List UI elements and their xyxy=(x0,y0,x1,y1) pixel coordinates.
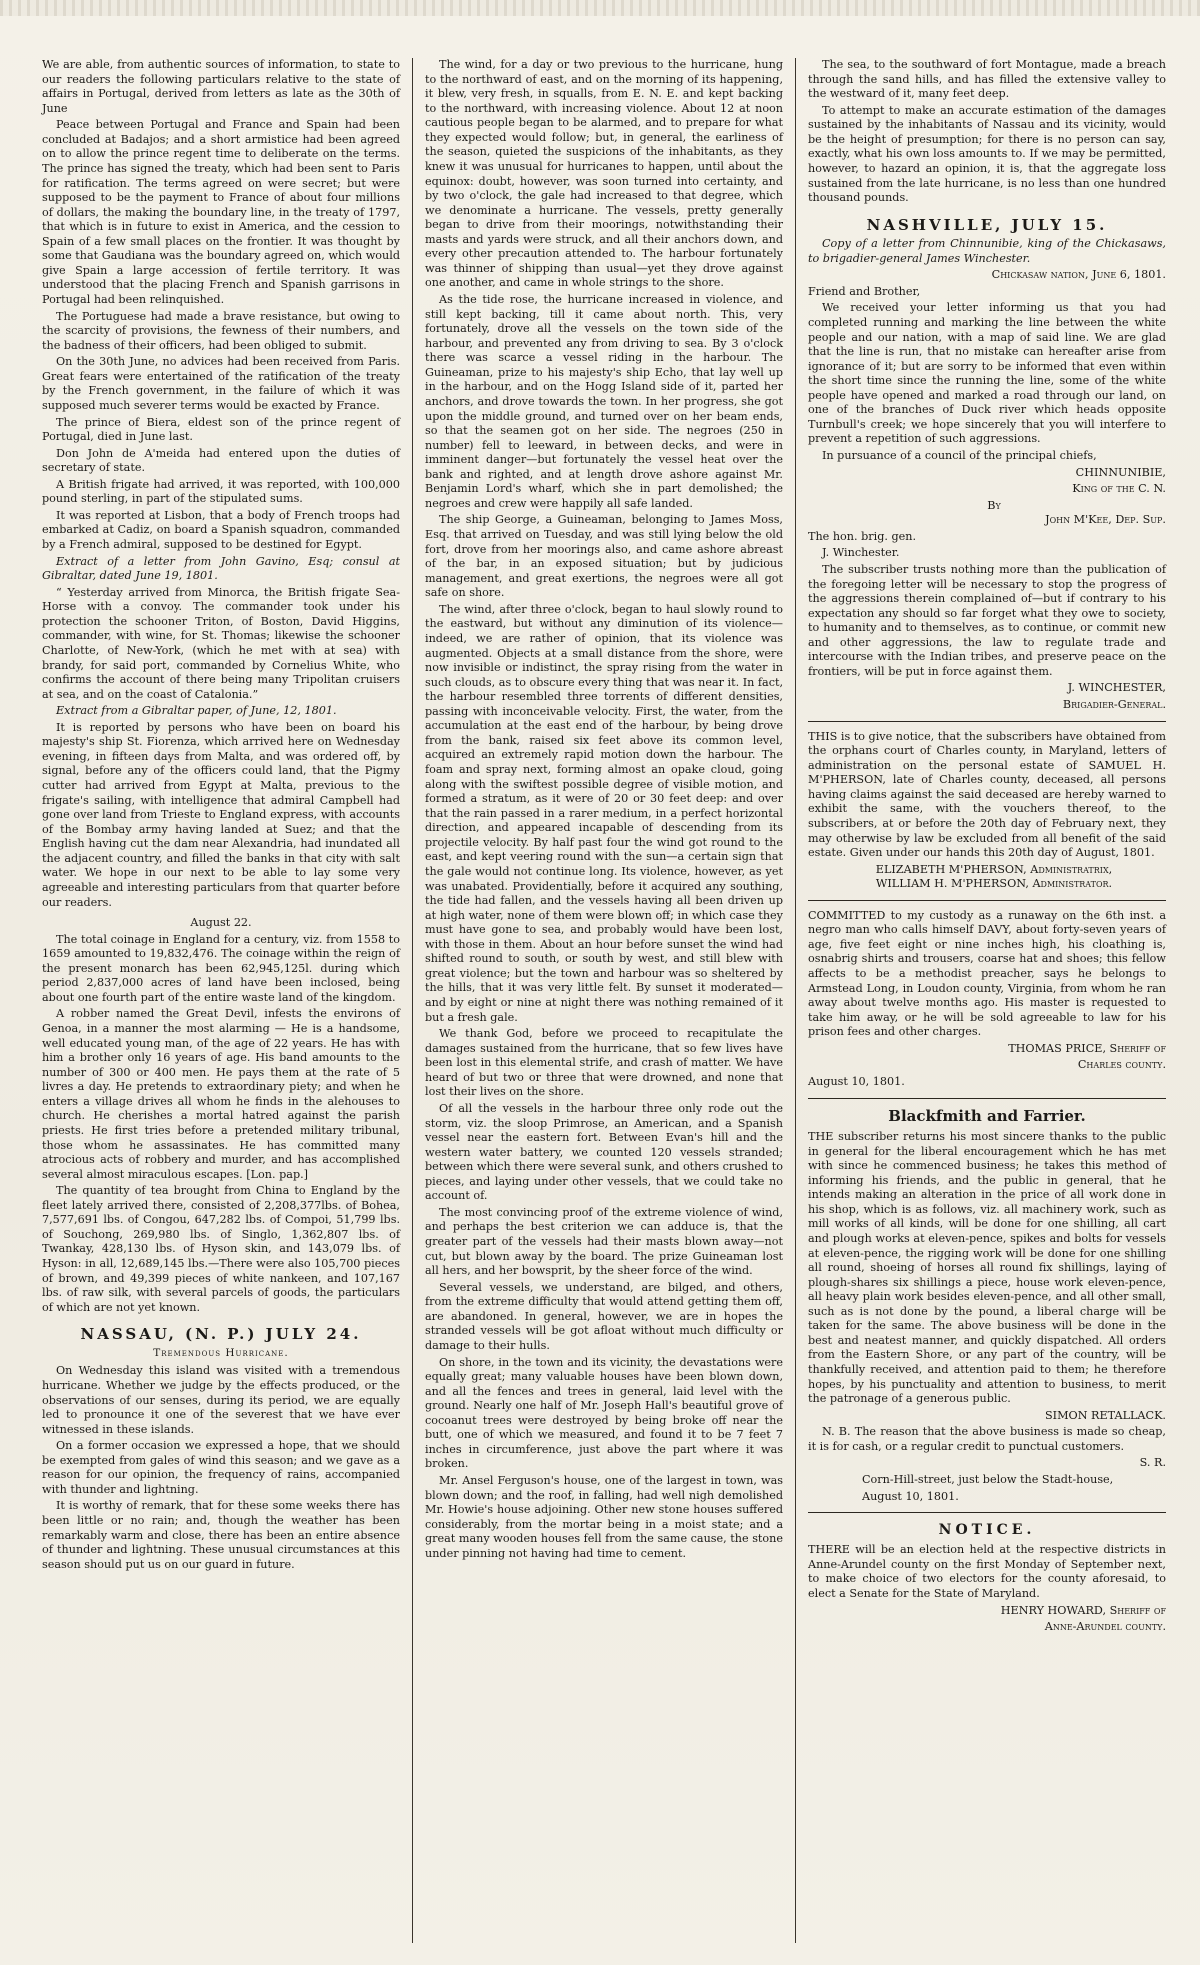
ad-date: August 10, 1801. xyxy=(862,1489,959,1503)
addressee-line: J. Winchester. xyxy=(822,546,900,560)
notice-signature: HENRY HOWARD, Sheriff of xyxy=(1000,1603,1166,1617)
column-middle xyxy=(412,58,795,1943)
signature-by: By xyxy=(987,498,1001,512)
ad-signature: SIMON RETALLACK. xyxy=(1045,1408,1166,1422)
column-right xyxy=(795,58,1178,1943)
ad-title: Blackfmith and Farrier. xyxy=(888,1106,1086,1125)
signature-chief: CHINNUNIBIE, xyxy=(1075,465,1166,479)
article-paragraph: “ Yesterday arrived from Minorca, the British frigate Sea-Horse with a convoy. The commander took under his protection the schooner Triton, of Boston, David Higgins, commander, with wine, for St. Thomas; likewise the schooner Charlotte, of New-York, (which he met with at sea) with brandy, for said port, commanded by Cornelius White, who confirms the account of there being many Tripolitan cruisers at sea, and on the coast of Catalonia.” xyxy=(42,585,400,701)
divider xyxy=(808,721,1166,722)
article-paragraph: Several vessels, we understand, are bilged, and others, from the extreme difficulty that would attend getting them off, are abandoned. In general, however, we are in hopes the stranded vessels will be got afloat without much difficulty or damage to their hulls. xyxy=(425,1280,783,1352)
signature-winchester-title: Brigadier-General. xyxy=(1062,698,1166,711)
article-paragraph: It is reported by persons who have been on board his majesty's ship St. Fiorenza, which arrived here on Wednesday evening, in fifteen days from Malta, and was ordered off, by signal, before any of the officers could land, that the Pigmy cutter had arrived from Egypt at Malta, previous to the frigate's sailing, with intelligence that admiral Campbell had gone over land from Trieste to England express, with accounts of the Bombay army having landed at Suez; and that the English having cut the dam near Alexandria, had inundated all the adjacent country, and filled the banks in that city with salt water. We hope in our next to be able to lay some very agreeable and interesting particulars from that quarter before our readers. xyxy=(42,720,400,909)
article-paragraph: As the tide rose, the hurricane increased in violence, and still kept backing, till it came about north. This, very fortunately, drove all the vessels on the town side of the harbour, and prevented any from driving to sea. By 3 o'clock there was scarce a vessel riding in the harbour. The Guineaman, prize to his majesty's ship Echo, that lay well up in the harbour, and on the Hogg Island side of it, parted her anchors, and drove towards the town. In her progress, she got upon the middle ground, and turned over on her beam ends, so that the seamen got on her side. The negroes (250 in number) fell to leeward, in between decks, and were in imminent danger—but fortunately the vessel heat over the bank and righted, and at length drove ashore against Mr. Benjamin Lord's wharf, which she in part demolished; the negroes and crew were happily all safe landed. xyxy=(425,293,783,510)
signature-chief-title: King of the C. N. xyxy=(1072,482,1166,496)
notice-admin-signature: ELIZABETH M'PHERSON, Administratrix, xyxy=(875,862,1113,876)
reply-paragraph: The subscriber trusts nothing more than the publication of the foregoing letter will be necessary to stop the progress of the aggressions therein complained of—but if contrary to his expectation any should so far forget what they owe to society, to humanity and to themselves, as to continue, or commit new and other aggressions, the law to regulate trade and intercourse with the Indian tribes, and preserve peace on the frontiers, will be put in force against them. xyxy=(808,562,1166,678)
columns xyxy=(30,58,1178,1943)
signature-mkee: John M'Kee, Dep. Sup. xyxy=(1045,513,1166,527)
nassau-subheading: Tremendous Hurricane. xyxy=(153,1346,289,1359)
nassau-heading: NASSAU, (N. P.) JULY 24. xyxy=(80,1325,362,1344)
article-paragraph: We thank God, before we proceed to recapitulate the damages sustained from the hurricane, that so few lives have been lost in this elemental strife, and crash of matter. We have heard of but two or three that were drowned, and none that lost their lives on the shore. xyxy=(425,1027,783,1099)
election-notice xyxy=(808,1521,1166,1635)
divider xyxy=(808,1098,1166,1099)
article-paragraph: Don John de A'meida had entered upon the duties of secretary of state. xyxy=(42,446,400,475)
notice-body: THERE will be an election held at the respective districts in Anne-Arundel county on the first Monday of September next, to make choice of two electors for the county aforesaid, to elect a Senate for the State of Maryland. xyxy=(808,1543,1166,1600)
letter-place-date: Chickasaw nation, June 6, 1801. xyxy=(991,268,1166,282)
article-paragraph: The most convincing proof of the extreme violence of wind, and perhaps the best criterion we can adduce is, that the greater part of the vessels had their masts blown away—not cut, but blown away by the board. The prize Guineaman lost all hers, and her bowsprit, by the sheer force of the wind. xyxy=(425,1205,783,1278)
dateline: August 22. xyxy=(190,916,252,930)
article-paragraph: It was reported at Lisbon, that a body of French troops had embarked at Cadiz, on board a Spanish squadron, commanded by a French admiral, supposed to be destined for Egypt. xyxy=(42,508,400,551)
ad-address: Corn-Hill-street, just below the Stadt-house, xyxy=(862,1472,1114,1486)
blacksmith-advertisement xyxy=(808,1107,1166,1505)
article-paragraph: Peace between Portugal and France and Spain had been concluded at Badajos; and a short armistice had been agreed on to allow the prince regent time to deliberate on the terms. The prince has signed the treaty, which had been sent to Paris for ratification. The terms agreed on were secret; but were supposed to be the payment to France of about four millions of dollars, the making the boundary line, in the treaty of 1797, that which is in future to exist in America, and the cession to Spain of a few small places on the frontier. It was thought by some that Gaudiana was the boundary agreed on, which would give Spain a large accession of fertile territory. It was understood that the placing French and Spanish garrisons in Portugal had been relinquished. xyxy=(42,118,400,306)
article-paragraph: The wind, for a day or two previous to the hurricane, hung to the northward of east, and on the morning of its happening, it blew, very fresh, in squalls, from E. N. E. and kept backing to the northward, with increasing violence. About 12 at noon cautious people began to be alarmed, and to prepare for what they expected would follow; but, in general, the earliness of the season, quieted the suspicions of the inhabitants, as they knew it was unusual for hurricanes to happen, until about the equinox: doubt, however, was soon turned into certainty, and by two o'clock, the gale had increased to that degree, which we denominate a hurricane. The vessels, pretty generally began to drive from their moorings, notwithstanding their masts and yards were struck, and all their anchors down, and every other precaution attended to. The harbour fortunately was thinner of shipping than usual—yet they drove against one another, and came in whole strings to the shore. xyxy=(425,58,783,290)
ad-body: THE subscriber returns his most sincere thanks to the public in general for the liberal encouragement which he has met with since he commenced business; he takes this method of informing his friends, and the public in general, that he intends making an alteration in the price of all work done in his shop, which is as follows, viz. all machinery work, such as mill works of all kinds, will be done for one shilling, all cart and plough works at eleven-pence, spikes and bolts for vessels at eleven-pence, the rigging work will be done for one shilling all round, shoeing of horses all round fix shillings, laying of plough-shares six shillings a piece, house work eleven-pence, all heavy plain work besides eleven-pence, and all other small, such as is not done by the pound, a liberal charge will be taken for the same. The above business will be done in the best and neatest manner, and quickly dispatched. All orders from the Eastern Shore, or any part of the country, will be thankfully received, and attention paid to them; he therefore hopes, by his punctuality and attention to business, to merit the patronage of a generous public. xyxy=(808,1130,1166,1406)
ad-nb-initials: S. R. xyxy=(1139,1456,1166,1470)
notice-runaway-signature: Charles county. xyxy=(1077,1058,1166,1072)
article-paragraph: To attempt to make an accurate estimation of the damages sustained by the inhabitants of Nassau and its vicinity, would be the height of presumption; for there is no person can say, exactly, what his own loss amounts to. If we may be permitted, however, to hazard an opinion, it is, that the aggregate loss sustained from the late hurricane, is no less than one hundred thousand pounds. xyxy=(808,103,1166,205)
article-paragraph: The prince of Biera, eldest son of the prince regent of Portugal, died in June last. xyxy=(42,415,400,444)
article-paragraph: On a former occasion we expressed a hope, that we should be exempted from gales of wind this season; and we gave as a reason for our opinion, the frequency of rains, accompanied with thunder and lightning. xyxy=(42,1439,400,1496)
extract-heading: Extract from a Gibraltar paper, of June, 12, 1801. xyxy=(56,704,337,718)
extract-heading: Extract of a letter from John Gavino, Esq; consul at Gibraltar, dated June 19, 1801. xyxy=(42,554,400,583)
article-paragraph: On Wednesday this island was visited with a tremendous hurricane. Whether we judge by the effects produced, or the observations of our senses, during its period, we are equally led to pronounce it one of the severest that we have ever witnessed in these islands. xyxy=(42,1364,400,1436)
notice-admin-signature: WILLIAM H. M'PHERSON, Administrator. xyxy=(875,877,1113,891)
signature-winchester: J. WINCHESTER, xyxy=(1067,681,1166,695)
notice-signature: Anne-Arundel county. xyxy=(1044,1620,1166,1634)
divider xyxy=(808,1512,1166,1513)
article-paragraph: Mr. Ansel Ferguson's house, one of the largest in town, was blown down; and the roof, in falling, had well nigh demolished Mr. Howie's house adjoining. Other new stone houses suffered considerably, from the mortar being in a moist state; and a great many wooden houses fell from the same cause, the stone under pinning not having had time to cement. xyxy=(425,1474,783,1560)
article-paragraph: A robber named the Great Devil, infests the environs of Genoa, in a manner the most alarming — He is a handsome, well educated young man, of the age of 22 years. He has with him a brother only 16 years of age. His band amounts to the number of 300 or 400 men. He pays them at the rate of 5 livres a day. He pretends to extraordinary piety; and when he enters a village drives all whom he finds in the alehouses to church. He cherishes a mortal hatred against the parish priests. He first tries before a pretended military tribunal, those whom he assassinates. He has committed many atrocious acts of robbery and murder, and has accomplished several almost miraculous escapes. [Lon. pap.] xyxy=(42,1007,400,1181)
portugal-intro: We are able, from authentic sources of information, to state to our readers the following particulars relative to the state of affairs in Portugal, derived from letters as late as the 30th of June xyxy=(42,58,400,115)
article-paragraph: The wind, after three o'clock, began to haul slowly round to the eastward, but without any diminution of its violence—indeed, we are rather of opinion, that its violence was augmented. Objects at a small distance from the shore, were now invisible or indistinct, the spray rising from the water in such clouds, as to obscure every thing that was near it. In fact, the harbour resembled three torrents of different densities, passing with inconceivable velocity. First, the water, from the accumulation at the east end of the harbour, by being drove from the bank, raised six feet above its common level, acquired an extremely rapid motion down the harbour. The foam and spray next, forming almost an opake cloud, going along with the swiftest possible degree of visible motion, and formed a stratum, as it were of 20 or 30 feet deep: and over that the rain passed in a rarer medium, in a perfect horizontal direction, and appeared incapable of descending from its projectile velocity. By half past four the wind got round to the east, and kept veering round with the sun—a certain sign that the gale would not continue long. Its violence, however, as yet was unabated. Providentially, before it acquired any southing, the tide had fallen, and the vessels having all been driven up at high water, none of them were blown off; in which case they must have gone to sea, and probably would have been lost, with those in them. About an hour before sunset the wind had shifted round to south, or south by west, and still blew with great violence; but the town and harbour was so sheltered by the hills, that it was very little felt. By sunset it moderated—and by eight or nine at night there was nothing remained of it but a fresh gale. xyxy=(425,602,784,1024)
article-paragraph: It is worthy of remark, that for these some weeks there has been little or no rain; and, though the weather has been remarkably warm and close, there has been an entire absence of thunder and lightning. These unusual circumstances at this season should put us on our guard in future. xyxy=(42,1499,400,1571)
column-left xyxy=(30,58,412,1943)
divider xyxy=(808,900,1166,901)
letter-paragraph: In pursuance of a council of the principal chiefs, xyxy=(822,449,1097,462)
notice-runaway-date: August 10, 1801. xyxy=(808,1074,905,1088)
article-paragraph: A British frigate had arrived, it was reported, with 100,000 pound sterling, in part of the stipulated sums. xyxy=(42,477,400,506)
article-paragraph: The total coinage in England for a century, viz. from 1558 to 1659 amounted to 19,832,476. The coinage within the reign of the present monarch has been 62,945,125l. during which period 2,837,000 acres of land have been inclosed, being about one fourth part of the entire waste land of the kingdom. xyxy=(42,932,400,1004)
notice-runaway: COMMITTED to my custody as a runaway on the 6th inst. a negro man who calls himself DAVY, about forty-seven years of age, five feet eight or nine inches high, his cloathing is, osnabrig shirts and trousers, coarse hat and shoes; this fellow affects to be a methodist preacher, says he belongs to Armstead Long, in Loudon county, Virginia, from whom he ran away about twelve months ago. His master is requested to take him away, or he will be sold agreeable to law for his prison fees and other charges. xyxy=(808,908,1166,1039)
nashville-heading: NASHVILLE, JULY 15. xyxy=(866,215,1108,234)
letter-extract-heading: Copy of a letter from Chinnunibie, king of the Chickasaws, to brigadier-general James Winchester. xyxy=(808,237,1166,265)
notice-title: NOTICE. xyxy=(938,1522,1036,1539)
article-paragraph: The ship George, a Guineaman, belonging to James Moss, Esq. that arrived on Tuesday, and was still lying below the old fort, drove from her moorings also, and came ashore abreast of the bar, in an exposed situation; but by judicious management, and great exertions, the negroes were all got safe on shore. xyxy=(425,513,783,600)
notice-administration: THIS is to give notice, that the subscribers have obtained from the orphans court of Charles county, in Maryland, letters of administration on the personal estate of SAMUEL H. M'PHERSON, late of Charles county, deceased, all persons having claims against the said deceased are hereby warned to exhibit the same, with the vouchers thereof, to the subscribers, at or before the 20th day of February next, they may otherwise by law be excluded from all benefit of the said estate. Given under our hands this 20th day of August, 1801. xyxy=(808,729,1166,860)
ad-nb: N. B. The reason that the above business is made so cheap, it is for cash, or a regular credit to punctual customers. xyxy=(808,1425,1166,1453)
article-paragraph: The sea, to the southward of fort Montague, made a breach through the sand hills, and has filled the extensive valley to the westward of it, many feet deep. xyxy=(808,58,1166,101)
article-paragraph: Of all the vessels in the harbour three only rode out the storm, viz. the sloop Primrose, an American, and a Spanish vessel near the eastern fort. Between Evan's hill and the western water battery, we counted 120 vessels stranded; between which there were several sunk, and others crushed to pieces, and laying under other vessels, that we could take no account of. xyxy=(425,1101,783,1203)
letter-salutation: Friend and Brother, xyxy=(808,284,921,298)
article-paragraph: On the 30th June, no advices had been received from Paris. Great fears were entertained of the ratification of the treaty by the French government, in the failure of which it was supposed much severer terms would be exacted by France. xyxy=(42,355,400,412)
notice-runaway-signature: THOMAS PRICE, Sheriff of xyxy=(1008,1041,1166,1055)
article-paragraph: On shore, in the town and its vicinity, the devastations were equally great; many valuable houses have been blown down, and all the fences and trees in general, laid level with the ground. Nearly one half of Mr. Joseph Hall's beautiful grove of cocoanut trees were destroyed by being broke off near the butt, one of which we measured, and found it to be 7 feet 7 inches in circumference, just above the part where it was broken. xyxy=(425,1355,783,1471)
article-paragraph: The Portuguese had made a brave resistance, but owing to the scarcity of provisions, the fewness of their numbers, and the badness of their officers, had been obliged to submit. xyxy=(42,309,400,352)
torn-top-edge xyxy=(0,0,1200,16)
article-paragraph: The quantity of tea brought from China to England by the fleet lately arrived there, consisted of 2,208,377lbs. of Bohea, 7,577,691 lbs. of Congou, 647,282 lbs. of Compoi, 51,799 lbs. of Souchong, 269,980 lbs. of Singlo, 1,362,807 lbs. of Twankay, 428,130 lbs. of Hyson skin, and 143,079 lbs. of Hyson: in all, 12,689,145 lbs.—There were also 105,700 pieces of brown, and 49,399 pieces of white nankeen, and 107,167 lbs. of raw silk, with several parcels of goods, the particulars of which are not yet known. xyxy=(42,1184,400,1314)
letter-paragraph: We received your letter informing us that you had completed running and marking the line between the white people and our nation, with a map of said line. We are glad that the line is run, that no mistake can hereafter arise from ignorance of it; but are sorry to be informed that even within the short time since the running the line, some of the white people have opened and marked a road through our land, on one of the branches of Duck river which heads opposite Turnbull's creek; we hope sincerely that you will interfere to prevent a repetition of such aggressions. xyxy=(808,301,1166,446)
addressee-line: The hon. brig. gen. xyxy=(808,529,917,543)
